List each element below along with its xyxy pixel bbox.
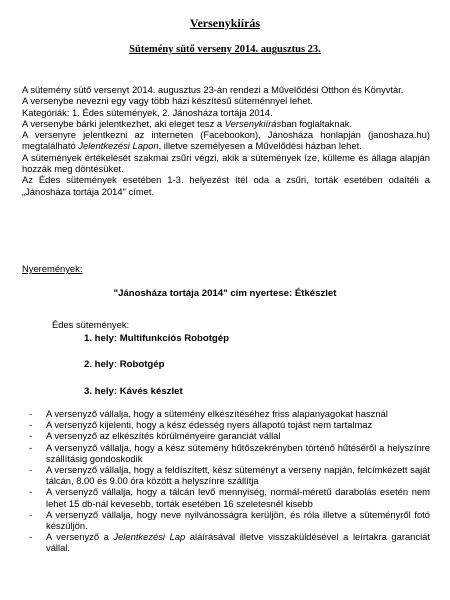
rules-list — [22, 408, 430, 554]
text-run: aláírásával illetve visszaküldésével a leírtakra garanciát vállal. — [46, 531, 430, 554]
rule-text: A versenyző az elkészítés körülményeire garanciát vállal — [46, 430, 281, 442]
list-item — [22, 419, 430, 430]
list-dash: - — [29, 441, 33, 453]
list-item — [22, 430, 430, 441]
prize-place-2: 2. hely: Robotgép — [84, 359, 165, 370]
text-run-italic: Jelentkezési Lap — [113, 531, 186, 543]
text-run: A versenyre jelentkezni az interneten (Facebookon), Jánosháza honlapján (janoshaza.hu) megtalálható — [22, 129, 430, 152]
page-title: Versenykiírás — [189, 16, 261, 30]
intro-paragraph-eligibility — [22, 118, 430, 129]
list-item — [22, 442, 430, 464]
text-run: A versenybe bárki jelentkezhet, aki eleget tesz a — [22, 117, 225, 129]
text-run-italic: Jelentkezési Lapon — [78, 140, 159, 152]
list-dash: - — [29, 408, 33, 419]
intro-paragraph-categories: Kategóriák: 1. Édes sütemények, 2. Jánosháza tortája 2014. — [22, 106, 273, 118]
text-run-italic: Versenykiírás — [224, 117, 282, 129]
text-run: ban foglaltaknak. — [281, 117, 353, 129]
list-item — [22, 509, 430, 531]
list-dash: - — [29, 508, 33, 520]
prize-place-1: 1. hely: Multifunkciós Robotgép — [84, 333, 229, 344]
intro-paragraph-entry: A versenybe nevezni egy vagy több házi készítésű süteménnyel lehet. — [22, 95, 313, 107]
main-prize: "Jánosháza tortája 2014" cím nyertese: Étkészlet — [113, 288, 337, 299]
list-dash: - — [29, 419, 33, 431]
prizes-heading: Nyeremények: — [22, 263, 83, 274]
list-dash: - — [29, 464, 33, 476]
rule-text: A versenyző vállalja, hogy neve nyilvánosságra kerüljön, és róla illetve a süteményről fotó készüljön. — [46, 508, 430, 532]
page-subtitle: Sütemény sütő verseny 2014. augusztus 23. — [129, 44, 321, 55]
rule-text: A versenyző kijelenti, hogy a kész édesség nyers állapotú tojást nem tartalmaz — [46, 419, 373, 431]
text-run: , illetve személyesen a Művelődési házban lehet. — [158, 140, 362, 152]
text-run: A versenyző a — [46, 531, 114, 543]
rule-text: A versenyző vállalja, hogy a kész sütemény hűtőszekrényben történő hűtéséről a helyszínre szállításig gondoskodik — [46, 441, 430, 464]
category-label: Édes sütemények: — [52, 319, 130, 330]
list-item — [22, 464, 430, 486]
list-item — [22, 531, 430, 553]
rule-text: A versenyző vállalja, hogy a feldíszített, kész süteményt a verseny napján, felcímkézett saját tálcán, 8.00 és 9.00 óra között a helyszínre szállítja — [46, 464, 430, 487]
intro-paragraph-awards: Az Édes sütemények esetében 1-3. helyezést ítél oda a zsűri, torták esetében odaítéli a „Jánosháza tortája 2014" címet. — [22, 174, 430, 197]
list-item — [22, 486, 430, 508]
rule-text: A versenyző vállalja, hogy a tálcán levő mennyiség, normál-méretű darabolás esetén nem lehet 15 db-nál kevesebb, torták esetében 16 szeletesnél kisebb — [46, 486, 430, 509]
intro-paragraph-jury: A sütemények értékelését szakmai zsűri végzi, akik a sütemények íze, külleme és állaga alapján hozzák meg döntésüket. — [22, 151, 430, 175]
intro-paragraph-organizer: A sütemény sütő versenyt 2014. augusztus 23-án rendezi a Művelődési Otthon és Könyvtár. — [22, 84, 404, 95]
list-dash: - — [29, 486, 33, 498]
prize-place-3: 3. hely: Kávés készlet — [84, 386, 183, 397]
rule-text: A versenyző vállalja, hogy a sütemény elkészítéséhez friss alapanyagokat használ — [46, 408, 388, 419]
intro-section — [22, 84, 430, 197]
list-dash: - — [29, 430, 33, 442]
list-dash: - — [29, 531, 33, 543]
list-item — [22, 408, 430, 419]
intro-paragraph-registration — [22, 129, 430, 152]
